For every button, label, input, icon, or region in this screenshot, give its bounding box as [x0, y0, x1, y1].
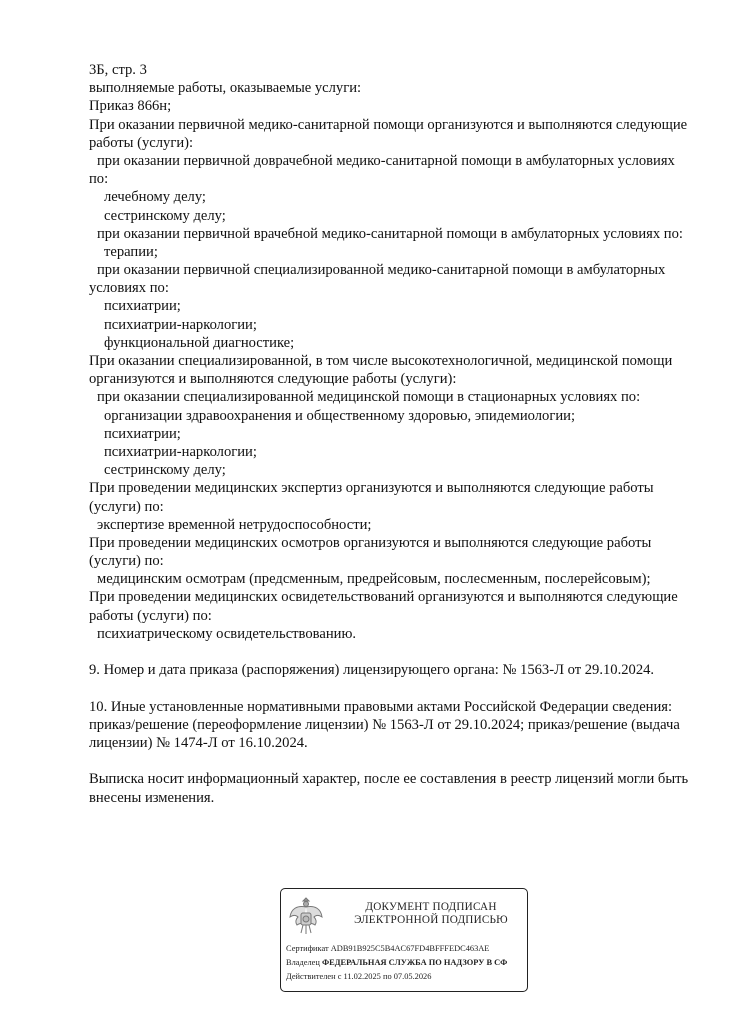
owner-value: ФЕДЕРАЛЬНАЯ СЛУЖБА ПО НАДЗОРУ В СФ: [321, 958, 508, 967]
document-line: приказ/решение (переоформление лицензии) № 1563-Л от 29.10.2024; приказ/решение (выдача: [89, 716, 680, 733]
page-header: 3Б, стр. 3: [89, 62, 147, 78]
blank-line: [89, 643, 719, 661]
document-line: сестринскому делу;: [104, 207, 226, 224]
document-line: Приказ 866н;: [89, 98, 172, 115]
document-line: медицинским осмотрам (предсменным, предрейсовым, послесменным, послерейсовым);: [97, 571, 651, 588]
document-line: (услуги) по:: [89, 498, 164, 515]
document-line: работы (услуги):: [89, 134, 194, 151]
document-line: сестринскому делу;: [104, 462, 226, 479]
document-line: психиатрии-наркологии;: [104, 443, 257, 460]
document-line: (услуги) по:: [89, 553, 164, 570]
document-line: психиатрии-наркологии;: [104, 316, 257, 333]
stamp-title-line2: ЭЛЕКТРОННОЙ ПОДПИСЬЮ: [354, 914, 508, 926]
document-line: лечебному делу;: [104, 189, 206, 206]
document-line: Выписка носит информационный характер, после ее составления в реестр лицензий могли быть: [89, 771, 689, 788]
document-line: 9. Номер и дата приказа (распоряжения) лицензирующего органа: № 1563-Л от 29.10.2024.: [89, 662, 655, 679]
validity-value: с 11.02.2025 по 07.05.2026: [337, 972, 432, 981]
blank-line: [89, 679, 719, 697]
document-line: функциональной диагностике;: [104, 334, 295, 351]
document-line: при оказании специализированной медицинской помощи в стационарных условиях по:: [97, 389, 641, 406]
validity-line: [286, 971, 431, 982]
blank-line: [89, 752, 719, 770]
document-line: психиатрии;: [104, 298, 181, 315]
document-line: условиях по:: [89, 280, 169, 297]
document-line: 10. Иные установленные нормативными правовыми актами Российской Федерации сведения:: [89, 698, 673, 715]
document-line: по:: [89, 171, 109, 188]
document-line: При проведении медицинских освидетельствований организуются и выполняются следующие: [89, 589, 678, 606]
document-line: При оказании первичной медико-санитарной помощи организуются и выполняются следующие: [89, 116, 688, 133]
document-line: психиатрии;: [104, 425, 181, 442]
document-line: при оказании первичной специализированной медико-санитарной помощи в амбулаторных: [97, 262, 666, 279]
owner-line: [286, 957, 507, 968]
document-line: при оказании первичной доврачебной медико-санитарной помощи в амбулаторных условиях: [97, 152, 675, 169]
document-line: лицензии) № 1474-Л от 16.10.2024.: [89, 734, 308, 751]
document-line: внесены изменения.: [89, 789, 215, 806]
document-line: при оказании первичной врачебной медико-санитарной помощи в амбулаторных условиях по:: [97, 225, 683, 242]
document-line: организации здравоохранения и общественному здоровью, эпидемиологии;: [104, 407, 576, 424]
stamp-title: [341, 901, 521, 927]
document-line: организуются и выполняются следующие работы (услуги):: [89, 371, 457, 388]
certificate-line: [286, 943, 489, 954]
document-line: При проведении медицинских осмотров организуются и выполняются следующие работы: [89, 534, 652, 551]
document-body: [89, 61, 719, 807]
document-line: терапии;: [104, 243, 158, 260]
document-line: экспертизе временной нетрудоспособности;: [97, 516, 372, 533]
document-line: При проведении медицинских экспертиз организуются и выполняются следующие работы: [89, 480, 654, 497]
russian-coat-of-arms-icon: [287, 895, 325, 937]
document-line: психиатрическому освидетельствованию.: [97, 625, 356, 642]
certificate-label: Сертификат: [286, 944, 329, 953]
owner-label: Владелец: [286, 958, 320, 967]
document-line: При оказании специализированной, в том числе высокотехнологичной, медицинской помощи: [89, 353, 673, 369]
document-line: выполняемые работы, оказываемые услуги:: [89, 80, 362, 97]
document-line: работы (услуги) по:: [89, 607, 212, 624]
electronic-signature-stamp: [280, 888, 528, 992]
stamp-title-line1: ДОКУМЕНТ ПОДПИСАН: [365, 901, 497, 913]
validity-label: Действителен: [286, 972, 336, 981]
certificate-value: ADB91B925C5B4AC67FD4BFFFEDC463AE: [330, 944, 490, 953]
